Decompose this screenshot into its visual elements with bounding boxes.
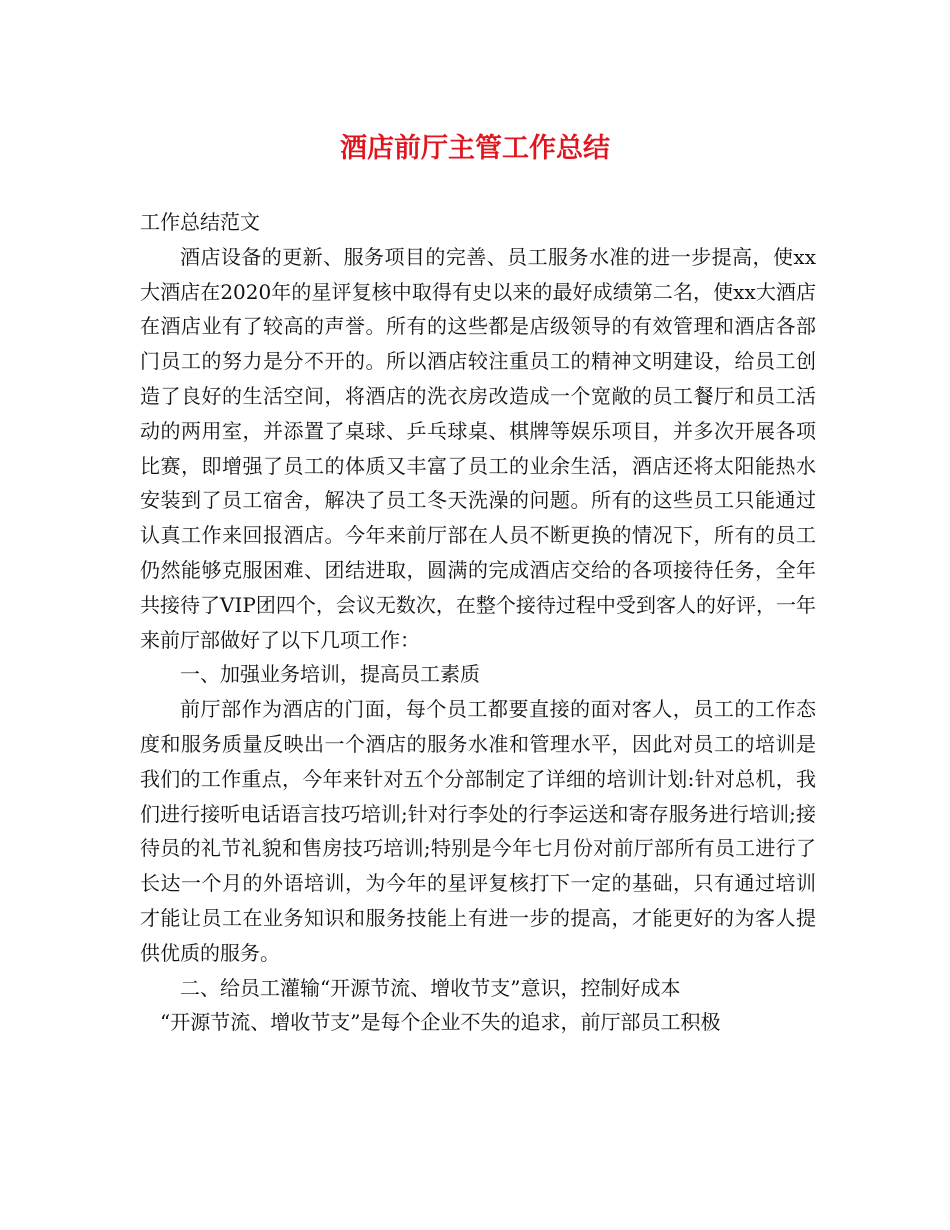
document-body (140, 205, 816, 1040)
paragraph-training: 前厅部作为酒店的门面，每个员工都要直接的面对客人，员工的工作态度和服务质量反映出一个酒店的服务水准和管理水平，因此对员工的培训是我们的工作重点，今年来针对五个分部制定了详细的培训计划:针对总机，我们进行接听电话语言技巧培训;针对行李处的行李运送和寄存服务进行培训;接待员的礼节礼貌和售房技巧培训;特别是今年七月份对前厅部所有员工进行了长达一个月的外语培训，为今年的星评复核打下一定的基础，只有通过培训才能让员工在业务知识和服务技能上有进一步的提高，才能更好的为客人提供优质的服务。 (140, 697, 816, 965)
heading-training: 一、加强业务培训，提高员工素质 (180, 662, 480, 687)
document-title: 酒店前厅主管工作总结 (340, 133, 610, 164)
paragraph-intro: 酒店设备的更新、服务项目的完善、员工服务水准的进一步提高，使xx大酒店在2020年的星评复核中取得有史以来的最好成绩第二名，使xx大酒店在酒店业有了较高的声誉。所有的这些都是店级领导的有效管理和酒店各部门员工的努力是分不开的。所以酒店较注重员工的精神文明建设，给员工创造了良好的生活空间，将酒店的洗衣房改造成一个宽敞的员工餐厅和员工活动的两用室，并添置了桌球、乒乓球桌、棋牌等娱乐项目，并多次开展各项比赛，即增强了员工的体质又丰富了员工的业余生活，酒店还将太阳能热水安装到了员工宿舍，解决了员工冬天洗澡的问题。所有的这些员工只能通过认真工作来回报酒店。今年来前厅部在人员不断更换的情况下，所有的员工仍然能够克服困难、团结进取，圆满的完成酒店交给的各项接待任务，全年共接待了VIP团四个，会议无数次，在整个接待过程中受到客人的好评，一年来前厅部做好了以下几项工作： (140, 244, 816, 652)
section-label: 工作总结范文 (140, 210, 260, 234)
paragraph-cost-control: “开源节流、增收节支”是每个企业不失的追求，前厅部员工积极 (160, 1010, 721, 1035)
heading-cost-control: 二、给员工灌输“开源节流、增收节支”意识，控制好成本 (180, 975, 681, 1000)
